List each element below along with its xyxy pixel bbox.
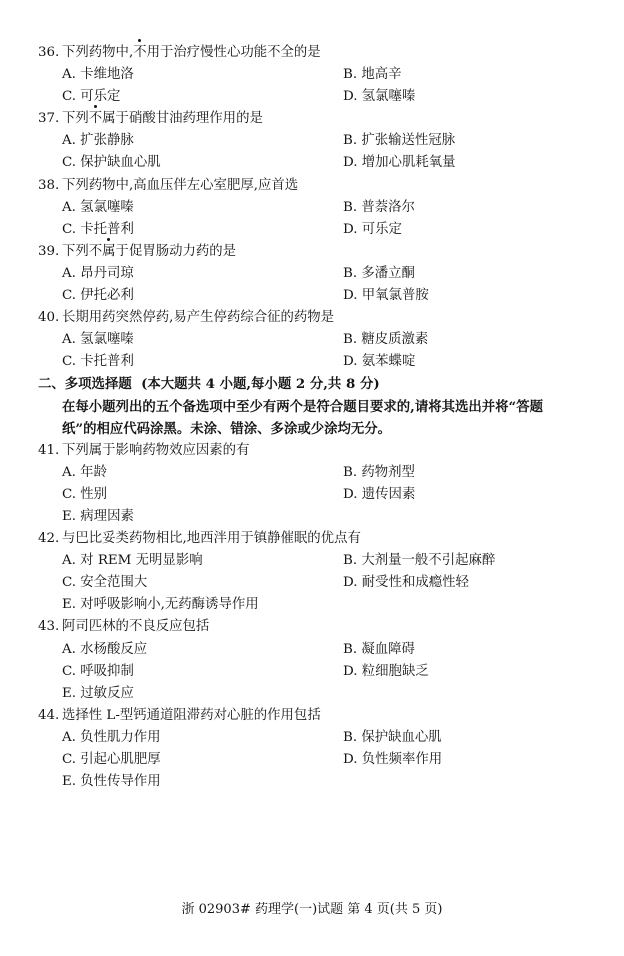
option-a: A. 卡维地洛: [62, 67, 134, 83]
option-a: A. 水杨酸反应: [62, 641, 148, 657]
option-b: B. 凝血障碍: [343, 641, 415, 657]
option-row: [38, 771, 612, 793]
option-row: [38, 727, 612, 749]
option-row: [38, 64, 612, 86]
section-title: 二、多项选择题: [38, 376, 132, 393]
option-a: A. 对 REM 无明显影响: [62, 553, 203, 569]
option-d: D. 粒细胞缺乏: [343, 663, 429, 679]
option-a: A. 年龄: [62, 464, 107, 480]
option-d: D. 氨苯蝶啶: [343, 354, 416, 370]
emphasis-dot-text: 不: [133, 42, 146, 64]
option-b: B. 药物剂型: [343, 464, 415, 480]
question-stem: 39. 下列不属于促胃肠动力药的是: [38, 241, 612, 263]
option-a: A. 负性肌力作用: [62, 729, 161, 745]
option-d: D. 氢氯噻嗪: [343, 89, 416, 105]
option-row: [38, 130, 612, 152]
option-b: B. 扩张输送性冠脉: [343, 133, 456, 149]
option-row: [38, 462, 612, 484]
option-row: [38, 351, 612, 373]
option-b: B. 普萘洛尔: [343, 199, 415, 215]
option-row: [38, 594, 612, 616]
emphasis-dot-text: 不属于: [89, 241, 129, 263]
option-d: D. 耐受性和成瘾性轻: [343, 575, 469, 591]
option-row: [38, 550, 612, 572]
option-row: [38, 506, 612, 528]
option-row: [38, 219, 612, 241]
option-d: D. 可乐定: [343, 221, 402, 237]
option-row: [38, 484, 612, 506]
option-row: [38, 285, 612, 307]
question-number: 36.: [38, 45, 60, 60]
option-b: B. 地高辛: [343, 67, 402, 83]
question-number: 42.: [38, 531, 60, 547]
option-b: B. 多潘立酮: [343, 265, 415, 281]
question-number: 37.: [38, 111, 60, 127]
question-number: 41.: [38, 442, 60, 458]
option-row: [38, 197, 612, 219]
section-scoring: (本大题共 4 小题,每小题 2 分,共 8 分): [141, 376, 380, 393]
question-stem: 43. 阿司匹林的不良反应包括: [38, 616, 612, 638]
option-b: B. 保护缺血心肌: [343, 729, 442, 745]
section-instructions-line-1: 在每小题列出的五个备选项中至少有两个是符合题目要求的,请将其选出并将“答题: [62, 398, 544, 415]
question-number: 44.: [38, 707, 60, 723]
emphasis-dot-text: 不: [89, 108, 102, 130]
option-c: C. 呼吸抑制: [62, 663, 134, 679]
question-number: 40.: [38, 310, 60, 326]
option-row: [38, 639, 612, 661]
question-number: 39.: [38, 243, 60, 259]
option-c: C. 引起心肌肥厚: [62, 752, 161, 767]
option-b: B. 大剂量一般不引起麻醉: [343, 553, 496, 569]
option-e: E. 负性传导作用: [62, 774, 161, 790]
section-heading: [38, 373, 612, 395]
option-e: E. 对呼吸影响小,无药酶诱导作用: [62, 597, 259, 613]
section-instructions-line-2: 纸”的相应代码涂黑。未涂、错涂、多涂或少涂均无分。: [62, 420, 392, 437]
option-row: [38, 661, 612, 683]
option-c: C. 卡托普利: [62, 354, 134, 370]
option-b: B. 糖皮质激素: [343, 332, 429, 348]
option-c: C. 保护缺血心肌: [62, 155, 161, 171]
question-stem: 42. 与巴比妥类药物相比,地西泮用于镇静催眠的优点有: [38, 528, 612, 550]
option-e: E. 过敏反应: [62, 685, 134, 701]
option-d: D. 遗传因素: [343, 486, 416, 502]
question-stem: 36. 下列药物中,不用于治疗慢性心功能不全的是: [38, 42, 612, 64]
option-d: D. 增加心肌耗氧量: [343, 155, 456, 171]
question-number: 38.: [38, 177, 60, 193]
option-c: C. 卡托普利: [62, 221, 134, 237]
exam-page-content: [38, 42, 612, 793]
question-stem: 44. 选择性 L-型钙通道阻滞药对心脏的作用包括: [38, 705, 612, 727]
option-a: A. 氢氯噻嗪: [62, 332, 134, 348]
option-row: [38, 263, 612, 285]
question-stem: 37. 下列不属于硝酸甘油药理作用的是: [38, 108, 612, 130]
question-stem: 38. 下列药物中,高血压伴左心室肥厚,应首选: [38, 175, 612, 197]
option-d: D. 负性频率作用: [343, 752, 443, 767]
option-row: [38, 749, 612, 771]
option-c: C. 伊托必利: [62, 288, 134, 304]
question-number: 43.: [38, 619, 60, 635]
option-row: [38, 329, 612, 351]
option-row: [38, 683, 612, 705]
option-row: [38, 572, 612, 594]
page-footer: 浙 02903# 药理学(一)试题 第 4 页(共 5 页): [181, 902, 443, 917]
question-stem: 41. 下列属于影响药物效应因素的有: [38, 440, 612, 462]
question-stem: 40. 长期用药突然停药,易产生停药综合征的药物是: [38, 307, 612, 329]
option-a: A. 扩张静脉: [62, 133, 134, 149]
option-a: A. 氢氯噻嗪: [62, 199, 134, 215]
option-c: C. 可乐定: [62, 89, 121, 105]
option-e: E. 病理因素: [62, 508, 134, 524]
option-d: D. 甲氧氯普胺: [343, 288, 429, 304]
option-a: A. 昂丹司琼: [62, 265, 134, 281]
option-c: C. 性别: [62, 486, 108, 502]
option-c: C. 安全范围大: [62, 575, 148, 591]
option-row: [38, 152, 612, 174]
option-row: [38, 86, 612, 108]
